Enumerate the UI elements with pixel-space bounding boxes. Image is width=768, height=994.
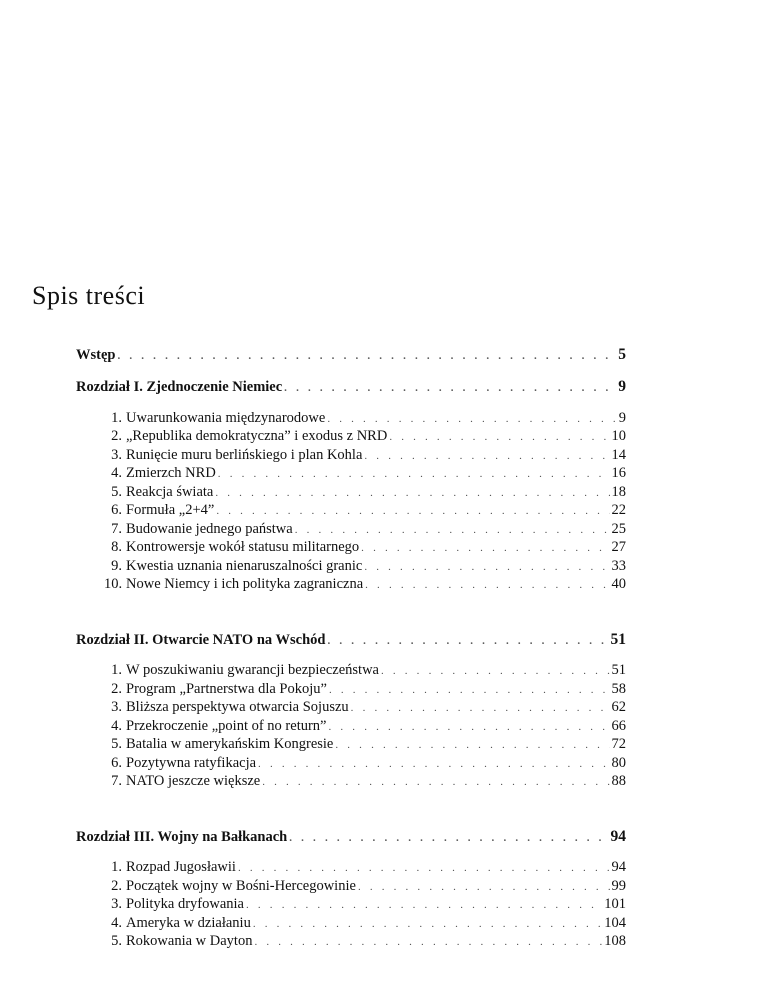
toc-item-page: 9 — [618, 409, 626, 426]
toc-item-page: 10 — [611, 428, 626, 444]
toc-item-page: 99 — [611, 877, 626, 894]
toc-chapters — [76, 378, 626, 952]
dot-leader — [289, 830, 608, 848]
toc-chapter-3 — [76, 828, 626, 848]
toc-item-number: 3. — [111, 446, 122, 463]
toc-item-title: „Republika demokratyczna” i exodus z NRD — [126, 428, 388, 444]
toc-item-title: Przekroczenie „point of no return” — [126, 717, 327, 734]
toc-item-page: 104 — [604, 914, 626, 931]
toc-item-label — [104, 755, 256, 773]
toc-item-number: 4. — [111, 914, 122, 931]
toc-item-title: Zmierzch NRD — [126, 465, 216, 481]
dot-leader — [216, 503, 609, 521]
toc-item-number: 1. — [111, 409, 122, 426]
toc-item-label — [104, 410, 325, 428]
toc-item-page: 14 — [611, 446, 626, 463]
page-title: Spis treści — [32, 281, 146, 310]
toc-item — [76, 662, 626, 681]
toc-item-title: Ameryka w działaniu — [126, 914, 251, 931]
toc-item-page: 58 — [611, 680, 626, 697]
toc-item-number: 2. — [111, 680, 122, 697]
toc-item-title: Nowe Niemcy i ich polityka zagraniczna — [126, 576, 364, 592]
dot-leader — [329, 719, 610, 737]
dot-leader — [364, 448, 609, 466]
toc-item-page: 66 — [611, 717, 626, 734]
toc-item-title: Reakcja świata — [126, 483, 214, 500]
toc-item-number: 2. — [111, 428, 122, 444]
toc-chapter-label: Rozdział III. Wojny na Bałkanach — [76, 828, 288, 845]
dot-leader — [262, 774, 609, 792]
toc-item-number: 2. — [111, 877, 122, 894]
toc-chapter-1 — [76, 378, 626, 398]
dot-leader — [329, 682, 610, 700]
toc-item — [76, 878, 626, 897]
toc-item-page: 94 — [611, 859, 626, 875]
toc-item-label — [104, 428, 387, 446]
toc-item-number: 3. — [111, 896, 122, 912]
toc-chapter-page: 51 — [610, 630, 626, 648]
toc-item-page: 18 — [611, 483, 626, 500]
toc-item-label — [104, 447, 362, 465]
toc-item-label — [104, 718, 327, 736]
toc-item-number: 5. — [111, 483, 122, 500]
toc-item-title: Runięcie muru berlińskiego i plan Kohla — [126, 446, 363, 463]
toc-item — [76, 428, 626, 447]
toc-item — [76, 699, 626, 718]
toc-item — [76, 502, 626, 521]
toc-chapter-label: Rozdział II. Otwarcie NATO na Wschód — [76, 631, 326, 648]
toc-item — [76, 736, 626, 755]
toc-item-page: 40 — [611, 576, 626, 592]
toc-item-number: 8. — [111, 539, 122, 555]
toc-item-number: 5. — [111, 933, 122, 949]
toc-item-label — [104, 896, 244, 914]
toc-item-page: 62 — [611, 699, 626, 715]
toc-item-label — [104, 915, 251, 933]
dot-leader — [381, 663, 610, 681]
toc-item-page: 72 — [611, 736, 626, 752]
dot-leader — [335, 737, 609, 755]
dot-leader — [365, 577, 609, 595]
toc-item-title: Rozpad Jugosławii — [126, 859, 236, 875]
toc-item — [76, 410, 626, 429]
toc-chapter-page: 94 — [610, 827, 626, 845]
toc-item-page: 33 — [611, 557, 626, 574]
toc-entry-page: 5 — [618, 346, 626, 363]
toc-item-number: 5. — [111, 736, 122, 752]
toc-item — [76, 718, 626, 737]
toc-item — [76, 773, 626, 792]
toc-item — [76, 539, 626, 558]
dot-leader — [215, 485, 609, 503]
dot-leader — [117, 348, 616, 366]
toc-item-title: Formuła „2+4” — [126, 502, 215, 518]
toc-item — [76, 933, 626, 952]
toc-item — [76, 447, 626, 466]
toc-item-label — [104, 521, 293, 539]
dot-leader — [253, 916, 602, 934]
toc-item-page: 27 — [611, 539, 626, 555]
dot-leader — [254, 934, 602, 952]
toc-item — [76, 681, 626, 700]
dot-leader — [361, 540, 609, 558]
dot-leader — [389, 429, 609, 447]
toc-item-label — [104, 736, 333, 754]
toc-item-title: NATO jeszcze większe — [126, 773, 261, 789]
dot-leader — [238, 860, 610, 878]
toc-item-page: 80 — [611, 754, 626, 771]
toc-item-title: Program „Partnerstwa dla Pokoju” — [126, 680, 327, 697]
dot-leader — [258, 756, 609, 774]
toc-item-label — [104, 465, 216, 483]
toc-item-number: 10. — [104, 576, 123, 592]
toc-item-title: Bliższa perspektywa otwarcia Sojuszu — [126, 699, 349, 715]
toc-item — [76, 465, 626, 484]
toc-item — [76, 896, 626, 915]
toc-item-number: 1. — [111, 662, 122, 678]
toc-item-number: 6. — [111, 502, 122, 518]
dot-leader — [295, 522, 610, 540]
toc-item — [76, 576, 626, 595]
toc-item — [76, 521, 626, 540]
toc-item-number: 4. — [111, 717, 122, 734]
toc-item-number: 7. — [111, 773, 122, 789]
toc-item-label — [104, 773, 260, 791]
toc-item-title: Rokowania w Dayton — [126, 933, 253, 949]
toc-item-title: W poszukiwaniu gwarancji bezpieczeństwa — [126, 662, 379, 678]
toc-item-page: 88 — [611, 773, 626, 789]
dot-leader — [351, 700, 610, 718]
toc-chapter-label: Rozdział I. Zjednoczenie Niemiec — [76, 379, 283, 395]
toc-item-label — [104, 484, 213, 502]
toc-item-number: 1. — [111, 859, 122, 875]
toc-item-title: Kontrowersje wokół statusu militarnego — [126, 539, 360, 555]
toc-chapter-page: 9 — [618, 378, 626, 395]
toc-item-page: 108 — [604, 933, 626, 949]
dot-leader — [364, 559, 609, 577]
toc-item — [76, 558, 626, 577]
dot-leader — [284, 380, 616, 398]
toc-item-number: 6. — [111, 754, 122, 771]
toc-item-title: Pozytywna ratyfikacja — [126, 754, 257, 771]
dot-leader — [327, 411, 616, 429]
dot-leader — [246, 897, 602, 915]
table-of-contents — [76, 346, 626, 988]
toc-item — [76, 859, 626, 878]
toc-item-title: Uwarunkowania międzynarodowe — [126, 409, 326, 426]
toc-item-label — [104, 662, 379, 680]
toc-entry-label: Wstęp — [76, 347, 116, 363]
dot-leader — [218, 466, 610, 484]
toc-item-number: 4. — [111, 465, 122, 481]
toc-chapter-2 — [76, 631, 626, 651]
toc-item — [76, 484, 626, 503]
toc-item-page: 25 — [611, 520, 626, 537]
toc-item-title: Polityka dryfowania — [126, 896, 244, 912]
toc-item — [76, 755, 626, 774]
toc-item-number: 9. — [111, 557, 122, 574]
toc-item-label — [104, 558, 362, 576]
toc-item-label — [104, 878, 356, 896]
toc-item-page: 101 — [604, 896, 626, 912]
toc-item — [76, 915, 626, 934]
toc-item-page: 16 — [611, 465, 626, 481]
toc-item-title: Kwestia uznania nienaruszalności granic — [126, 557, 363, 574]
toc-item-label — [104, 681, 327, 699]
toc-item-page: 51 — [611, 662, 626, 678]
toc-item-label — [104, 539, 359, 557]
toc-item-page: 22 — [611, 502, 626, 518]
toc-item-label — [104, 859, 236, 877]
toc-item-number: 3. — [111, 699, 122, 715]
toc-item-label — [104, 699, 349, 717]
toc-item-number: 7. — [111, 520, 122, 537]
toc-item-title: Budowanie jednego państwa — [126, 520, 293, 537]
toc-item-label — [104, 933, 252, 951]
dot-leader — [327, 633, 608, 651]
toc-item-title: Batalia w amerykańskim Kongresie — [126, 736, 334, 752]
toc-item-title: Początek wojny w Bośni-Hercegowinie — [126, 877, 356, 894]
toc-item-label — [104, 502, 214, 520]
toc-item-label — [104, 576, 363, 594]
dot-leader — [358, 879, 610, 897]
